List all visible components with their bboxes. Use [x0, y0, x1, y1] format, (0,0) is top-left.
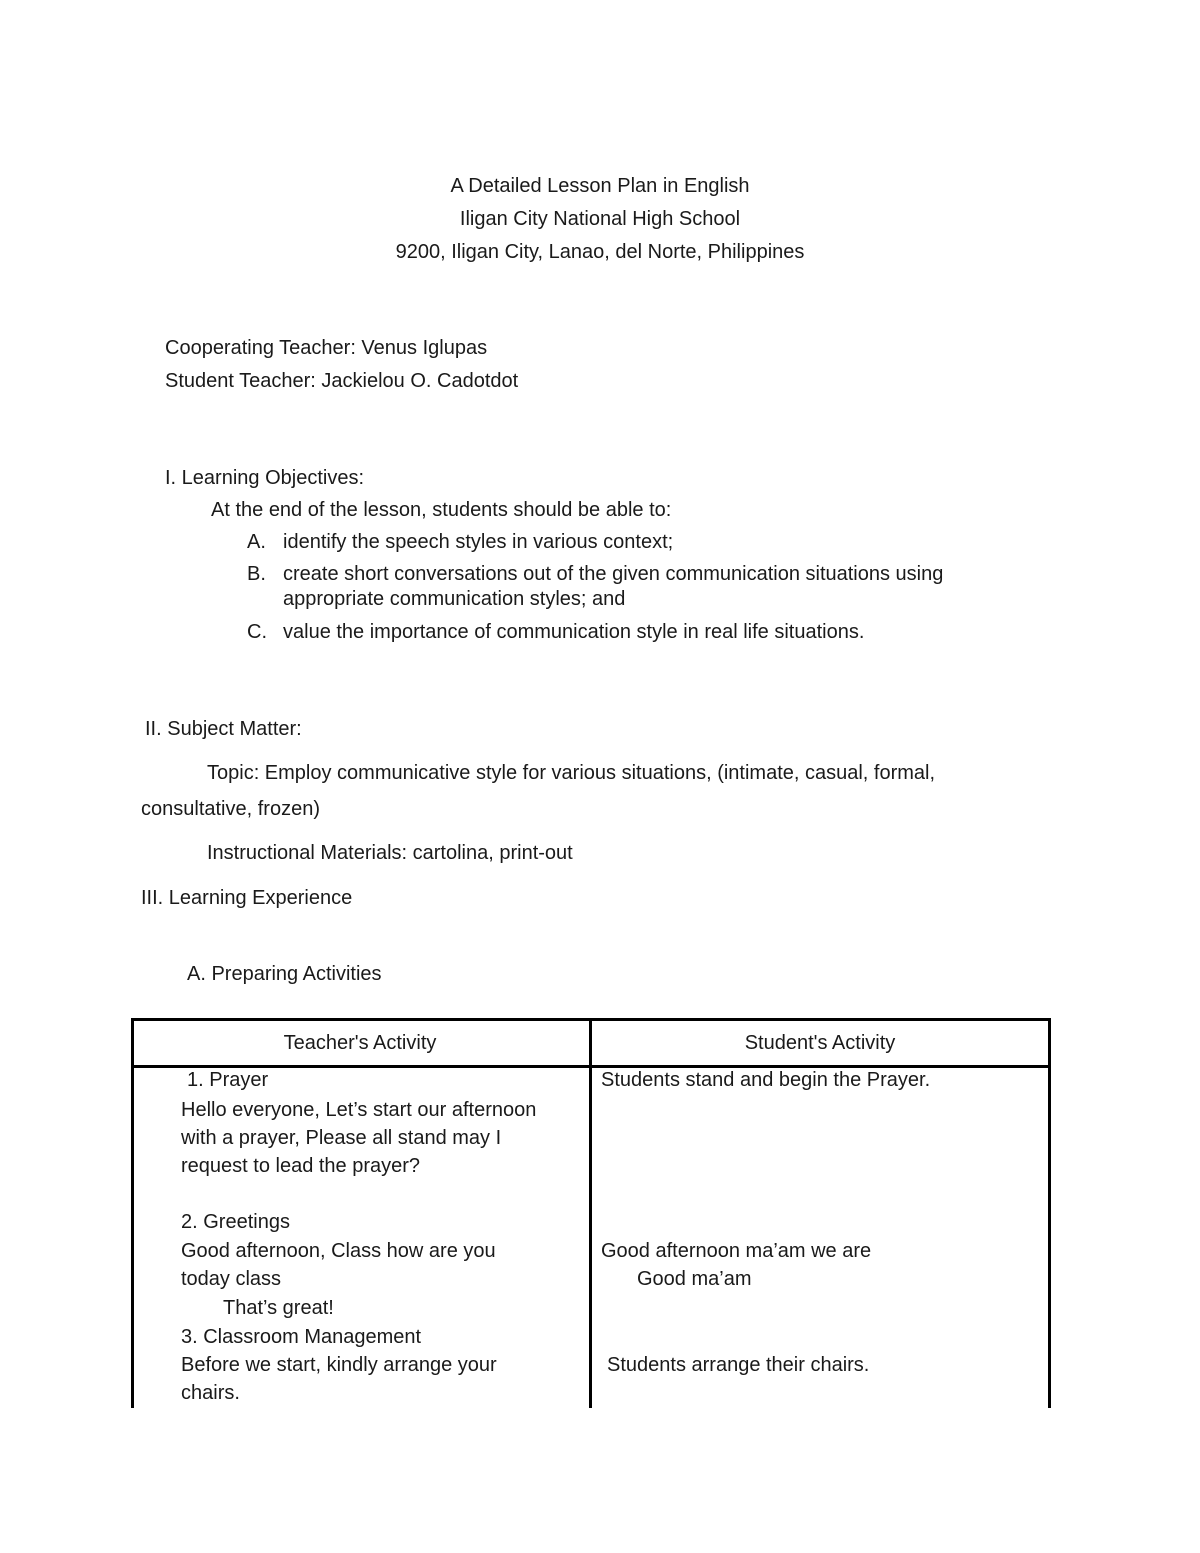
teacher-line: chairs. [181, 1382, 240, 1404]
learning-experience-heading: III. Learning Experience [141, 887, 353, 909]
student-line: Good afternoon ma’am we are [601, 1240, 872, 1262]
school-name: Iligan City National High School [459, 208, 741, 230]
management-title: 3. Classroom Management [181, 1326, 422, 1348]
document-title: A Detailed Lesson Plan in English [450, 175, 750, 197]
table-column-divider [589, 1018, 592, 1408]
objective-marker: A. [247, 531, 266, 553]
student-teacher: Student Teacher: Jackielou O. Cadotdot [165, 370, 519, 392]
teacher-line: request to lead the prayer? [181, 1155, 421, 1177]
table-header-teacher: Teacher's Activity [283, 1032, 437, 1054]
student-line: Students arrange their chairs. [607, 1354, 870, 1376]
teacher-line: Hello everyone, Let’s start our afternoon [181, 1099, 537, 1121]
objective-text: value the importance of communication style in real life situations. [283, 621, 865, 643]
table-border-left [131, 1018, 134, 1408]
objectives-intro: At the end of the lesson, students should be able to: [211, 499, 672, 521]
objective-marker: C. [247, 621, 267, 643]
table-header-student: Student's Activity [744, 1032, 896, 1054]
teacher-line: Before we start, kindly arrange your [181, 1354, 497, 1376]
objectives-heading: I. Learning Objectives: [165, 467, 364, 489]
teacher-line: That’s great! [223, 1297, 334, 1319]
objective-text: identify the speech styles in various context; [283, 531, 674, 553]
activity-table [131, 1018, 1051, 1408]
student-line: Good ma’am [637, 1268, 752, 1290]
objective-text: create short conversations out of the given communication situations using [283, 563, 944, 585]
topic-line: consultative, frozen) [141, 798, 320, 820]
topic-line: Topic: Employ communicative style for various situations, (intimate, casual, formal, [207, 762, 936, 784]
table-border-right [1048, 1018, 1051, 1408]
student-line: Students stand and begin the Prayer. [601, 1069, 931, 1091]
prayer-title: 1. Prayer [187, 1069, 269, 1091]
subject-matter-heading: II. Subject Matter: [145, 718, 302, 740]
cooperating-teacher: Cooperating Teacher: Venus Iglupas [165, 337, 488, 359]
preparing-activities-heading: A. Preparing Activities [187, 963, 382, 985]
objective-marker: B. [247, 563, 266, 585]
instructional-materials: Instructional Materials: cartolina, print-out [207, 842, 573, 864]
school-address: 9200, Iligan City, Lanao, del Norte, Philippines [395, 241, 805, 263]
greetings-title: 2. Greetings [181, 1211, 290, 1233]
teacher-line: with a prayer, Please all stand may I [181, 1127, 502, 1149]
objective-text: appropriate communication styles; and [283, 588, 626, 610]
teacher-line: Good afternoon, Class how are you [181, 1240, 496, 1262]
teacher-line: today class [181, 1268, 282, 1290]
